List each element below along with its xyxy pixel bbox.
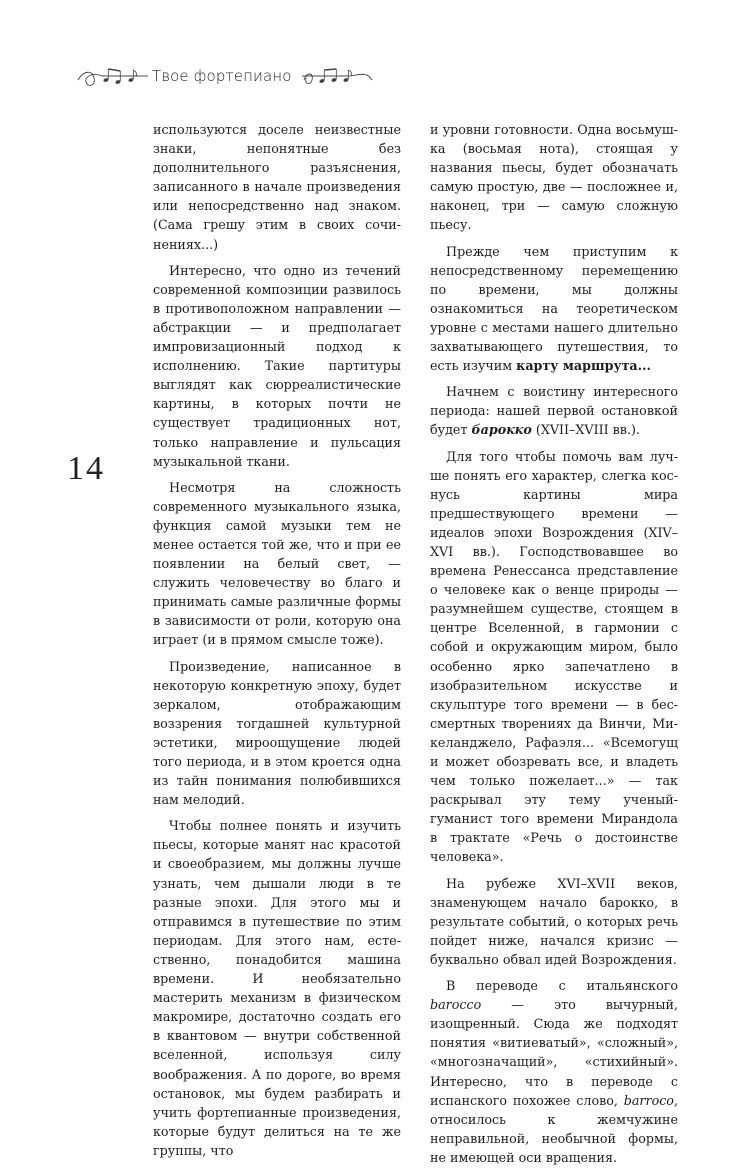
paragraph (430, 242, 678, 376)
italic-term: барокко (471, 422, 532, 438)
running-header (76, 58, 376, 98)
paragraph-text: Начнем с воистину интересного периода: нашей первой остановкой будет (430, 384, 678, 438)
paragraph: На рубеже XVI–XVII веков, знаменующем начало барокко, в результате событий, о которых речь пойдет ниже, начался кризис — буквально обвал идей Возрождения. (430, 875, 678, 967)
paragraph: и уровни готовности. Одна восьмушка (восьмая нота), стоящая у названия пьесы, будет обозначать самую простую, две — посложнее и, наконец, три — самую сложную пьесу. (430, 122, 678, 233)
paragraph-text: В переводе с итальянского (446, 978, 678, 994)
italic-term: barocco (430, 997, 482, 1013)
paragraph-text: — это вычурный, изощренный. Сюда же подходят понятия «витиеватый», «сложный», «многозначащий», «стихийный». Интересно, что в переводе с испанского похожее слово, (430, 997, 678, 1108)
paragraph: Произведение, написанное в некоторую конкретную эпоху, будет зеркалом, отображающим воззрения тогдашней культурной эстетики, мироощущение людей того периода, и в этом кроется одна из тайн понимания полюбившихся нам мелодий. (153, 658, 401, 808)
page-number: 14 (67, 450, 105, 487)
paragraph-text: (XVII–XVIII вв.). (531, 422, 640, 438)
bold-phrase: карту маршрута... (516, 358, 651, 374)
paragraph: Несмотря на сложность современного музыкального языка, функция самой музыки тем не менее остается той же, что и при ее появлении на белый свет, — служить человечеству во благо и принимать самые различные формы в зависимости от роли, которую она играет (и в прямом смысле тоже). (153, 479, 401, 648)
paragraph: Интересно, что одно из течений современной композиции развилось в противоположном направлении — абстракции — и предполагает импровизационный подход к исполнению. Такие партитуры выглядят как сюрреалистические картины, в которых почти не существует традиционных нот, только направление и пульсация музыкальной ткани. (153, 262, 401, 469)
running-header-title: Твое фортепиано (152, 67, 292, 85)
paragraph-text: Прежде чем приступим к непосредственному перемещению по времени, мы должны ознакомиться на теоретическом уровне с местами нашего длительно захватывающего путешествия, то есть изучим (430, 243, 678, 374)
text-column-left (153, 120, 401, 1167)
paragraph: Для того чтобы помочь вам лучше понять его характер, слегка коснусь картины мира предшествующего времени — идеалов эпохи Возрождения (XIV–XVI вв.). Господствовавшее во времена Ренессанса представление о человеке как о венце природы — разумнейшем существе, стоящем в центре Вселенной, в гармонии с собой и окружающим миром, было особенно ярко запечатлено в изобразительном искусстве и скульптуре того времени — в бессмертных творениях да Винчи, Микеланджело, Рафаэля... «Всемогущ и может обозревать все, и владеть чем только пожелает...» — так раскрывал эту тему ученый-гуманист того времени Мирандола в трактате «Речь о достоинстве человека». (430, 448, 678, 865)
paragraph: используются доселе неизвестные знаки, непонятные без дополнительного разъяснения, записанного в начале произведения или непосредственно над знаком. (Сама грешу этим в своих сочинениях...) (153, 122, 401, 252)
text-column-right (430, 120, 678, 1174)
paragraph (430, 976, 678, 1167)
paragraph-text: , относилось к жемчужине неправильной, необычной формы, не имеющей оси вращения. (430, 1092, 678, 1165)
paragraph: Чтобы полнее понять и изучить пьесы, которые манят нас красотой и своеобразием, мы должны лучше узнать, чем дышали люди в те разные эпохи. Для этого мы и отправимся в путешествие по этим периодам. Для этого нам, естественно, понадобится машина времени. И необязательно мастерить механизм в физическом макромире, достаточно создать его в квантовом — внутри собственной вселенной, используя силу воображения. А по дороге, во время остановок, мы будем разбирать и учить фортепианные произведения, которые будут делиться на те же группы, что (153, 818, 401, 1158)
paragraph (430, 382, 678, 439)
italic-term: barroco (623, 1092, 674, 1108)
